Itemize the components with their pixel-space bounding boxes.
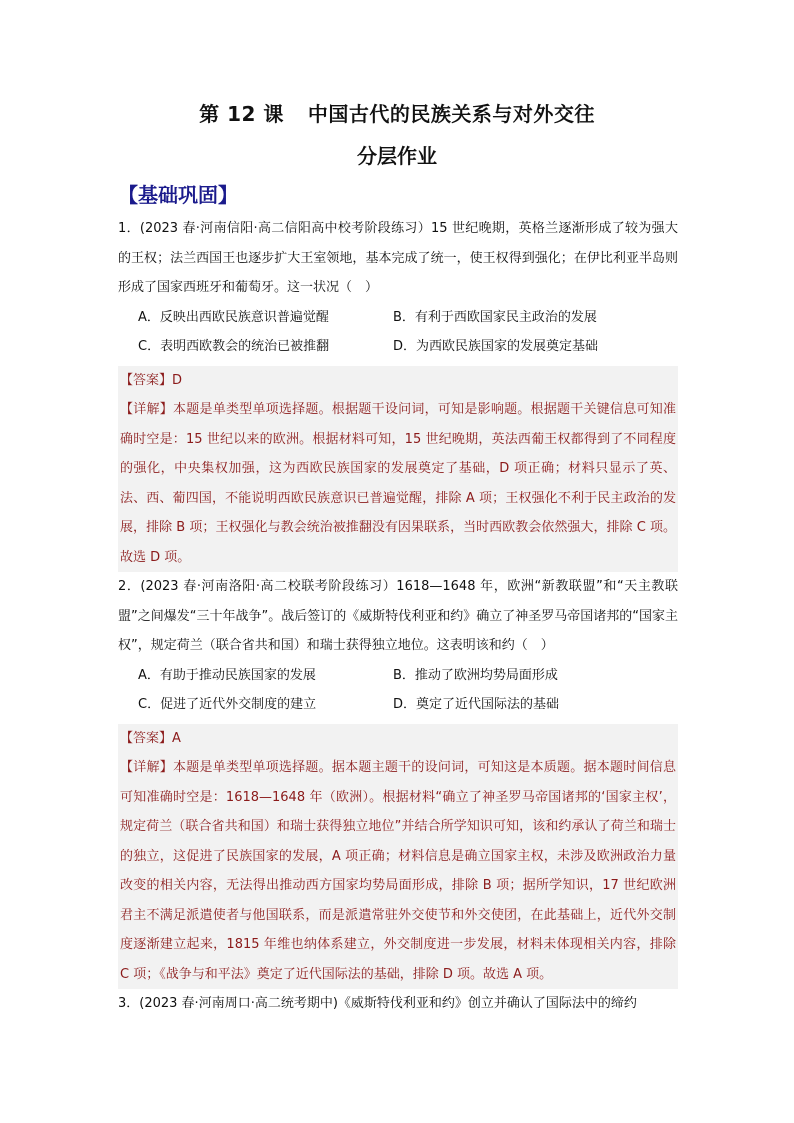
option-c: C．表明西欧教会的统治已被推翻 xyxy=(138,339,330,354)
option-a: A．反映出西欧民族意识普遍觉醒 xyxy=(138,309,329,325)
option-b: B．推动了欧洲均势局面形成 xyxy=(393,667,558,683)
option-a: A．有助于推动民族国家的发展 xyxy=(138,667,316,683)
answer-block xyxy=(118,366,678,573)
answer-label: 【答案】 xyxy=(120,372,173,388)
explanation-text: 本题是单类型单项选择题。根据题干设问词，可知是影响题。根据题干关键信息可知准确时空是：15 世纪以来的欧洲。根据材料可知，15 世纪晚期，英法西葡王权都得到了不同程度的强化，中央集权加强，这为西欧民族国家的发展奠定了基础，D 项正确；材料只显示了英、法、西、葡四国，不能说明西欧民族意识已普遍觉醒，排除 A 项；王权强化不利于民主政治的发展，排除 B 项；王权强化与教会统治被推翻没有因果联系，当时西欧教会依然强大，排除 C 项。故选 D 项。 xyxy=(120,402,676,565)
explanation xyxy=(120,753,676,989)
answer-label: 【答案】 xyxy=(120,730,173,746)
page-subtitle: 分层作业 xyxy=(357,144,437,168)
page-title xyxy=(0,98,794,127)
section-heading: 【基础巩固】 xyxy=(118,183,238,207)
question-1 xyxy=(118,214,678,572)
question-stem: 1．(2023 春·河南信阳·高二信阳高中校考阶段练习）15 世纪晚期，英格兰逐渐形成了较为强大的王权；法兰西国王也逐步扩大王室领地，基本完成了统一，使王权得到强化；在伊比利亚半岛则形成了国家西班牙和葡萄牙。这一状况（ ） xyxy=(118,221,678,295)
option-b: B．有利于西欧国家民主政治的发展 xyxy=(393,309,597,325)
question-2 xyxy=(118,572,678,989)
question-3 xyxy=(118,989,678,1019)
explanation-label: 【详解】 xyxy=(120,402,173,417)
answer-value: A xyxy=(172,730,181,746)
answer-line xyxy=(120,366,676,396)
question-stem: 3．(2023 春·河南周口·高二统考期中)《威斯特伐利亚和约》创立并确认了国际法中的缔约 xyxy=(118,996,637,1011)
answer-block xyxy=(118,724,678,990)
explanation xyxy=(120,395,676,572)
option-c: C．促进了近代外交制度的建立 xyxy=(138,697,317,712)
option-list xyxy=(118,661,678,720)
question-stem: 2．(2023 春·河南洛阳·高二校联考阶段练习）1618—1648 年，欧洲“新教联盟”和“天主教联盟”之间爆发“三十年战争”。战后签订的《威斯特伐利亚和约》确立了神圣罗马帝国诸邦的“国家主权”，规定荷兰（联合省共和国）和瑞士获得独立地位。这表明该和约（ ） xyxy=(118,579,678,653)
lesson-number: 第 12 课 xyxy=(199,102,284,126)
answer-value: D xyxy=(172,372,183,388)
lesson-topic: 中国古代的民族关系与对外交往 xyxy=(307,102,595,126)
answer-line xyxy=(120,724,676,754)
question-list xyxy=(118,214,678,1019)
option-d: D．奠定了近代国际法的基础 xyxy=(393,697,560,712)
option-d: D．为西欧民族国家的发展奠定基础 xyxy=(393,339,599,354)
explanation-text: 本题是单类型单项选择题。据本题主题干的设问词，可知这是本质题。据本题时间信息可知准确时空是：1618—1648 年（欧洲）。根据材料“确立了神圣罗马帝国诸邦的‘国家主权’，规定荷兰（联合省共和国）和瑞士获得独立地位”并结合所学知识可知，该和约承认了荷兰和瑞士的独立，这促进了民族国家的发展，A 项正确；材料信息是确立国家主权，未涉及欧洲政治力量改变的相关内容，无法得出推动西方国家均势局面形成，排除 B 项；据所学知识，17 世纪欧洲君主不满足派遣使者与他国联系，而是派遣常驻外交使节和外交使团，在此基础上，近代外交制度逐渐建立起来，1815 年维也纳体系建立，外交制度进一步发展，材料未体现相关内容，排除 C 项；《战争与和平法》奠定了近代国际法的基础，排除 D 项。故选 A 项。 xyxy=(120,760,676,982)
option-list xyxy=(118,303,678,362)
explanation-label: 【详解】 xyxy=(120,760,173,775)
